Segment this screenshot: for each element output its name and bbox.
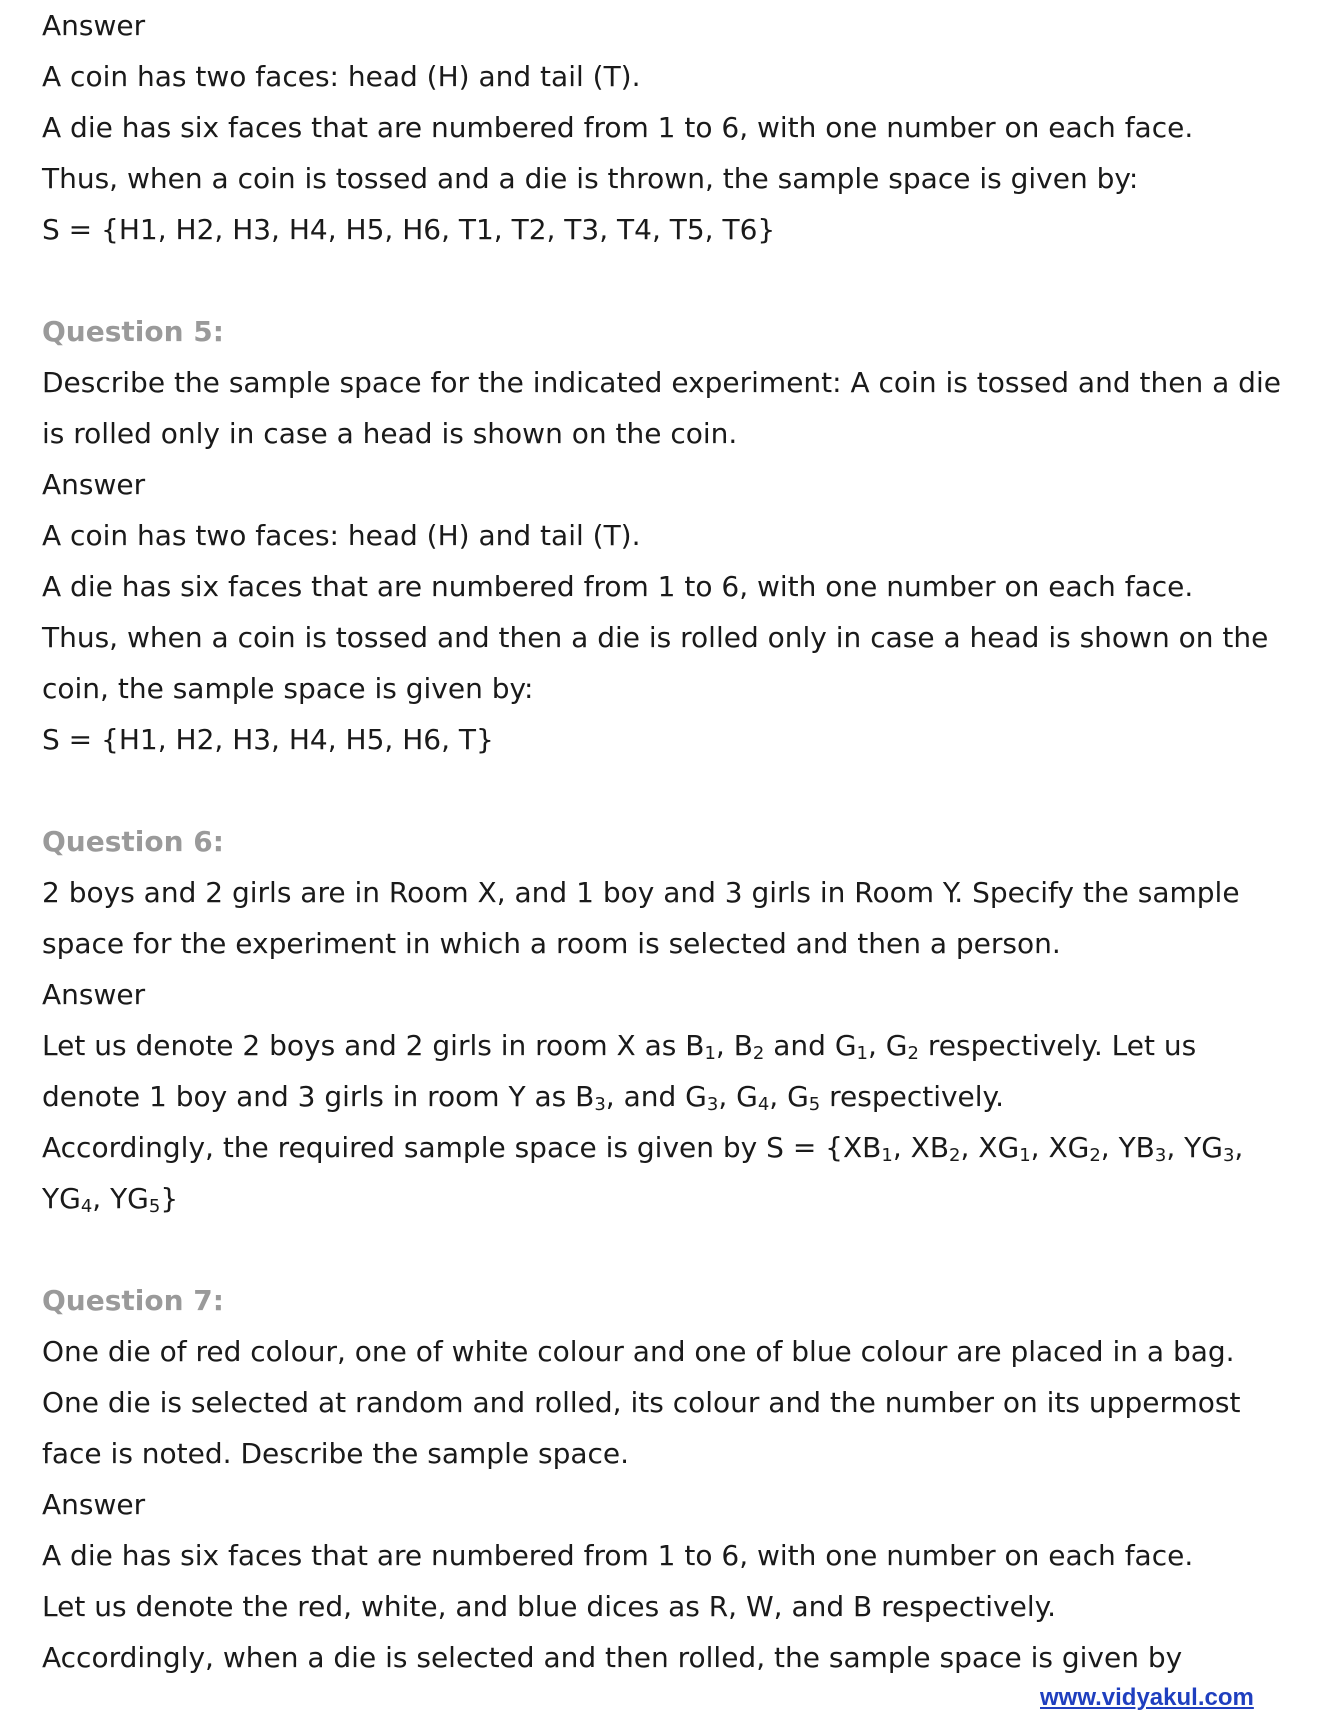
answer-line: S = {H1, H2, H3, H4, H5, H6, T1, T2, T3, T4, T5, T6} — [42, 213, 776, 246]
answer-line: Thus, when a coin is tossed and a die is thrown, the sample space is given by: — [42, 162, 1139, 195]
answer-line: denote 1 boy and 3 girls in room Y as $B_3$, and $G_3$, $G_4$, $G_5$ respectively. — [42, 1080, 1005, 1115]
vidyakul-website-link[interactable]: www.vidyakul.com — [1040, 1684, 1254, 1711]
question-text-line: 2 boys and 2 girls are in Room X, and 1 boy and 3 girls in Room Y. Specify the sample — [42, 876, 1240, 909]
answer-label: Answer — [42, 978, 146, 1011]
question-heading: Question 5: — [42, 315, 224, 348]
answer-label: Answer — [42, 9, 146, 42]
question-text-line: One die of red colour, one of white colour and one of blue colour are placed in a bag. — [42, 1335, 1235, 1368]
question-heading: Question 6: — [42, 825, 224, 858]
answer-line: Let us denote 2 boys and 2 girls in room X as $B_1$, $B_2$ and $G_1$, $G_2$ respectively. Let us — [42, 1029, 1197, 1064]
question-text-line: One die is selected at random and rolled, its colour and the number on its uppermost — [42, 1386, 1241, 1419]
document-page — [42, 0, 1302, 1683]
answer-line: coin, the sample space is given by: — [42, 672, 534, 705]
answer-line: Accordingly, when a die is selected and then rolled, the sample space is given by — [42, 1641, 1183, 1674]
answer-line: A die has six faces that are numbered from 1 to 6, with one number on each face. — [42, 1539, 1194, 1572]
question-text-line: space for the experiment in which a room is selected and then a person. — [42, 927, 1061, 960]
answer-line: Let us denote the red, white, and blue dices as R, W, and B respectively. — [42, 1590, 1057, 1623]
answer-line: S = {H1, H2, H3, H4, H5, H6, T} — [42, 723, 494, 756]
answer-line: A die has six faces that are numbered from 1 to 6, with one number on each face. — [42, 570, 1194, 603]
answer-line: Thus, when a coin is tossed and then a die is rolled only in case a head is shown on the — [42, 621, 1269, 654]
answer-line: A coin has two faces: head (H) and tail (T). — [42, 519, 641, 552]
answer-line: A die has six faces that are numbered from 1 to 6, with one number on each face. — [42, 111, 1194, 144]
answer-label: Answer — [42, 468, 146, 501]
question-heading: Question 7: — [42, 1284, 224, 1317]
answer-line: A coin has two faces: head (H) and tail (T). — [42, 60, 641, 93]
answer-line: $YG_4$, $YG_5$} — [42, 1182, 179, 1217]
answer-label: Answer — [42, 1488, 146, 1521]
question-text-line: is rolled only in case a head is shown on the coin. — [42, 417, 738, 450]
question-text-line: face is noted. Describe the sample space. — [42, 1437, 630, 1470]
question-text-line: Describe the sample space for the indicated experiment: A coin is tossed and then a die — [42, 366, 1281, 399]
answer-line: Accordingly, the required sample space is given by $S = \{XB_1$, $XB_2$, $XG_1$, $XG_2$, $YB_3$, $YG_3$, — [42, 1131, 1244, 1166]
